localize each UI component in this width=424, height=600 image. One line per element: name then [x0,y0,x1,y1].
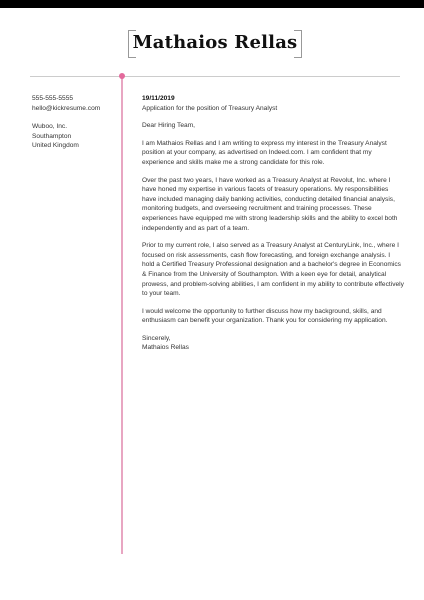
employer-address-block [32,122,116,151]
name-header [128,30,302,58]
paragraph-background: Prior to my current role, I also served as a Treasury Analyst at CenturyLink, Inc., where I focused on risk assessments, cash flow forecasting, and foreign exchange analysis. I hold a Certified Treasury Professional designation and a bachelor's degree in Economics & Finance from the University of Southampton. With a keen eye for detail, analytical prowess, and problem-solving abilities, I am confident in my ability to contribute effectively to your team. [142,242,404,298]
phone-number: 555-555-5555 [32,95,74,102]
contact-block [32,94,116,113]
paragraph-closing: I would welcome the opportunity to further discuss how my background, skills, and enthusiasm can benefit your organization. Thank you for considering my application. [142,307,388,325]
signature-name: Mathaios Rellas [142,344,189,352]
top-bar [0,0,424,8]
greeting: Dear Hiring Team, [142,122,196,130]
applicant-name: Mathaios Rellas [132,32,298,53]
horizontal-divider [30,76,400,77]
sidebar [32,94,116,160]
email-address: hello@kickresume.com [32,104,101,112]
letter-body [142,94,404,353]
right-bracket-decoration [294,30,302,58]
employer-city: Southampton [32,132,72,140]
letter-date: 19/11/2019 [142,95,175,102]
paragraph-experience: Over the past two years, I have worked as a Treasury Analyst at Revolut, Inc. where I have honed my expertise in various facets of treasury operations. My responsibilities have included managing daily banking activities, conducting detailed financial analysis, monitoring budgets, and overseeing recruitment and training processes. These experiences have equipped me with strong leadership skills and the ability to excel both independently and as part of a team. [142,176,398,232]
letter-subject: Application for the position of Treasury Analyst [142,104,278,112]
employer-country: United Kingdom [32,142,79,150]
paragraph-intro: I am Mathaios Rellas and I am writing to express my interest in the Treasury Analyst position at your company, as advertised on Indeed.com. I am confident that my experience and skills make me a strong candidate for this role. [142,139,387,166]
accent-dot [119,73,125,79]
closing-phrase: Sincerely, [142,334,171,342]
vertical-accent-line [121,76,123,554]
employer-company: Wuboo, Inc. [32,123,68,131]
